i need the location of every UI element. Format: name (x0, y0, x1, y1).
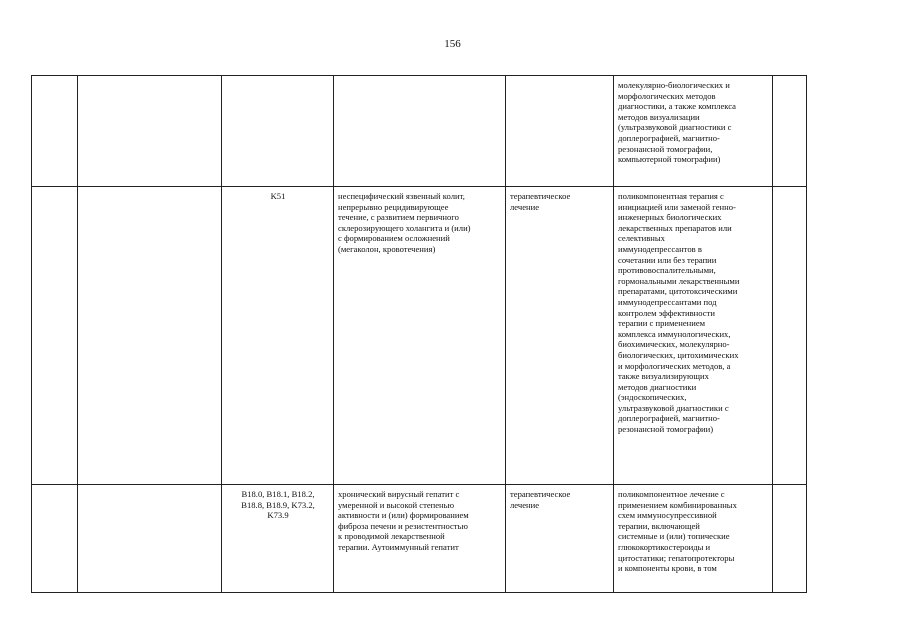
cell-text-line: умеренной и высокой степенью (338, 499, 454, 510)
cell-text-line: сочетании или без терапии (618, 254, 717, 265)
table-row (32, 187, 807, 485)
cell-text-line: терапии. Аутоиммунный гепатит (338, 541, 459, 552)
cell-text-line: фиброза печени и резистентностью (338, 520, 468, 531)
cell-text-line: биохимических, молекулярно- (618, 339, 730, 350)
volume-cell (773, 187, 807, 485)
method-cell (614, 187, 773, 485)
cell-text-line: и морфологических методов, а (618, 360, 731, 371)
method-cell (614, 76, 773, 187)
cell-text-line: доплерографией, магнитно- (618, 413, 720, 424)
cell-text-line: морфологических методов (618, 90, 716, 101)
cell-text-line: биологических, цитохимических (618, 349, 739, 360)
cell-text-line: молекулярно-биологических и (618, 80, 730, 90)
cell-text-line: инженерных биологических (618, 212, 722, 223)
code-cell (222, 485, 334, 593)
page-number: 156 (444, 38, 461, 50)
cell-text-line: контролем эффективности (618, 307, 715, 318)
cell-text-line: лекарственных препаратов или (618, 222, 732, 233)
cell-text-line: иммунодепрессантами под (618, 296, 717, 307)
cell-text-line: лечение (510, 499, 540, 510)
profile-cell (78, 76, 222, 187)
row-number-cell (32, 187, 78, 485)
cell-text-line: доплерографией, магнитно- (618, 132, 720, 143)
cell-text-line: активности и (или) формированием (338, 510, 469, 521)
cell-text-line: системные и (или) топические (618, 531, 730, 542)
cell-text-line: диагностики, а также комплекса (618, 101, 736, 112)
profile-cell (78, 485, 222, 593)
cell-text-line: K51 (270, 191, 286, 201)
cell-text-line: B18.0, B18.1, B18.2, (241, 489, 315, 499)
cell-text-line: и компоненты крови, в том (618, 563, 717, 574)
cell-text-line: противовоспалительными, (618, 265, 716, 276)
cell-text-line: (мегаколон, кровотечения) (338, 243, 436, 254)
diagnosis-cell (334, 76, 506, 187)
cell-text-line: терапевтическое (510, 489, 571, 499)
diagnosis-cell (334, 187, 506, 485)
cell-text-line: применением комбинированных (618, 499, 737, 510)
cell-text-line: методов визуализации (618, 111, 700, 122)
cell-text-line: селективных (618, 233, 665, 244)
procedures-table (31, 75, 807, 593)
cell-text-line: неспецифический язвенный колит, (338, 191, 465, 201)
volume-cell (773, 76, 807, 187)
cell-text-line: методов диагностики (618, 381, 697, 392)
cell-text-line: течение, с развитием первичного (338, 212, 459, 223)
cell-text-line: хронический вирусный гепатит с (338, 489, 460, 499)
row-number-cell (32, 485, 78, 593)
cell-text-line: резонансной томографии) (618, 424, 714, 435)
method-cell (614, 485, 773, 593)
row-number-cell (32, 76, 78, 187)
cell-text-line: с формированием осложнений (338, 233, 450, 244)
code-cell (222, 187, 334, 485)
volume-cell (773, 485, 807, 593)
cell-text-line: склерозирующего холангита и (или) (338, 222, 471, 233)
cell-text-line: лечение (510, 201, 540, 212)
cell-text-line: (ультразвуковой диагностики с (618, 122, 732, 133)
cell-text-line: поликомпонентная терапия с (618, 191, 724, 201)
table-row (32, 76, 807, 187)
cell-text-line: комплекса иммунологических, (618, 328, 731, 339)
cell-text-line: терапии с применением (618, 318, 706, 329)
cell-text-line: терапии, включающей (618, 520, 700, 531)
code-cell (222, 76, 334, 187)
profile-cell (78, 187, 222, 485)
cell-text-line: гормональными лекарственными (618, 275, 740, 286)
cell-text-line: K73.9 (267, 510, 289, 521)
cell-text-line: B18.8, B18.9, K73.2, (241, 499, 315, 510)
cell-text-line: терапевтическое (510, 191, 571, 201)
cell-text-line: к проводимой лекарственной (338, 531, 445, 542)
cell-text-line: также визуализирующих (618, 371, 709, 382)
cell-text-line: цитостатики; гепатопротекторы (618, 552, 735, 563)
cell-text-line: непрерывно рецидивирующее (338, 201, 449, 212)
cell-text-line: ультразвуковой диагностики с (618, 402, 729, 413)
table-row (32, 485, 807, 593)
cell-text-line: инициацией или заменой генно- (618, 201, 736, 212)
cell-text-line: компьютерной томографии) (618, 154, 721, 165)
cell-text-line: поликомпонентное лечение с (618, 489, 725, 499)
cell-text-line: иммунодепрессантов в (618, 243, 702, 254)
cell-text-line: глюкокортикостероиды и (618, 541, 711, 552)
cell-text-line: резонансной томографии, (618, 143, 713, 154)
treatment-type-cell (506, 76, 614, 187)
cell-text-line: препаратами, цитотоксическими (618, 286, 738, 297)
treatment-type-cell (506, 187, 614, 485)
cell-text-line: схем иммуносупрессивной (618, 510, 717, 521)
diagnosis-cell (334, 485, 506, 593)
treatment-type-cell (506, 485, 614, 593)
cell-text-line: (эндоскопических, (618, 392, 687, 403)
